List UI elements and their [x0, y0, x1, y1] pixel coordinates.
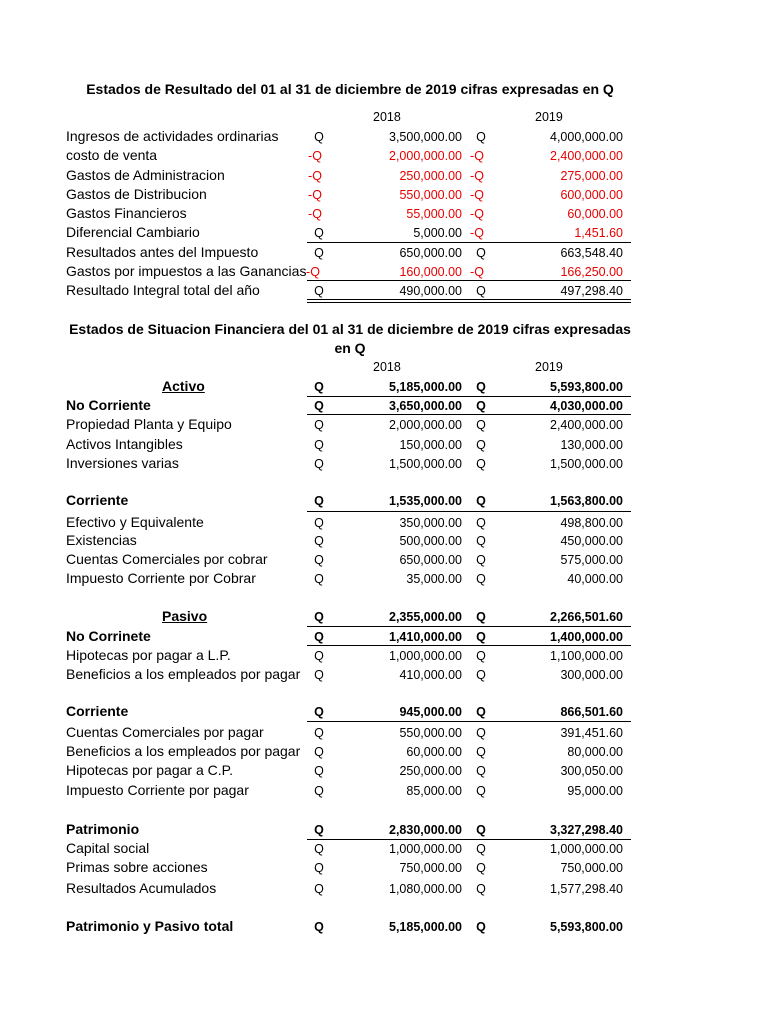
- row-label: Cuentas Comerciales por pagar: [66, 724, 264, 740]
- currency-symbol: Q: [314, 380, 324, 394]
- balance-row-pasivo-corriente: [0, 701, 768, 721]
- currency-symbol: Q: [476, 553, 486, 567]
- balance-row-resultados-acumulados: [0, 878, 768, 898]
- row-label: Efectivo y Equivalente: [66, 514, 204, 530]
- row-label: Gastos por impuestos a las Ganancias: [66, 263, 307, 279]
- currency-symbol: Q: [476, 534, 486, 548]
- currency-symbol: Q: [476, 920, 486, 934]
- value-2018: 5,000.00: [413, 226, 462, 240]
- value-2019: 60,000.00: [567, 207, 623, 221]
- value-2019: 750,000.00: [560, 861, 623, 875]
- value-2019: 1,100,000.00: [550, 649, 623, 663]
- currency-symbol: Q: [314, 284, 324, 298]
- currency-symbol: Q: [476, 572, 486, 586]
- value-2018: 2,355,000.00: [389, 610, 462, 624]
- value-2019: 1,563,800.00: [550, 494, 623, 508]
- balance-row-pasivo-no-corriente: [0, 626, 768, 646]
- currency-symbol: Q: [476, 726, 486, 740]
- value-2019: 450,000.00: [560, 534, 623, 548]
- row-label: Propiedad Planta y Equipo: [66, 416, 232, 432]
- income-year-2019: 2019: [535, 110, 563, 124]
- total-double-rule: [307, 299, 631, 300]
- balance-row-total: [0, 916, 768, 936]
- currency-symbol: -Q: [470, 149, 484, 163]
- row-label: No Corriente: [66, 397, 151, 413]
- balance-row-beneficios-lp: [0, 664, 768, 684]
- balance-row-intangibles: [0, 434, 768, 454]
- value-2018: 650,000.00: [399, 246, 462, 260]
- currency-symbol: Q: [476, 418, 486, 432]
- income-statement-title: Estados de Resultado del 01 al 31 de diciembre de 2019 cifras expresadas en Q: [86, 81, 614, 97]
- currency-symbol: Q: [476, 130, 486, 144]
- balance-row-activo-corriente: [0, 490, 768, 510]
- balance-row-no-corriente: [0, 395, 768, 415]
- value-2018: 55,000.00: [406, 207, 462, 221]
- row-label: Existencias: [66, 532, 137, 548]
- currency-symbol: -Q: [470, 226, 484, 240]
- currency-symbol: -Q: [470, 169, 484, 183]
- value-2018: 150,000.00: [399, 438, 462, 452]
- row-label: Resultados antes del Impuesto: [66, 244, 259, 260]
- balance-row-pasivo: [0, 606, 768, 626]
- income-row-ingresos: [0, 126, 768, 146]
- value-2019: 4,000,000.00: [550, 130, 623, 144]
- value-2019: 498,800.00: [560, 516, 623, 530]
- value-2019: 3,327,298.40: [550, 823, 623, 837]
- currency-symbol: -Q: [308, 169, 322, 183]
- value-2018: 1,500,000.00: [389, 457, 462, 471]
- row-label: Ingresos de actividades ordinarias: [66, 128, 279, 144]
- currency-symbol: Q: [476, 842, 486, 856]
- row-label: Corriente: [66, 703, 129, 719]
- currency-symbol: Q: [476, 861, 486, 875]
- currency-symbol: Q: [314, 399, 324, 413]
- value-2019: 40,000.00: [567, 572, 623, 586]
- balance-row-capital-social: [0, 838, 768, 858]
- balance-sheet-title: Estados de Situacion Financiera del 01 al 31 de diciembre de 2019 cifras expresadas en Q: [69, 321, 631, 356]
- row-label: Primas sobre acciones: [66, 859, 208, 875]
- currency-symbol: -Q: [306, 265, 320, 279]
- value-2018: 1,000,000.00: [389, 649, 462, 663]
- balance-year-2019: 2019: [535, 360, 563, 374]
- value-2019: 391,451.60: [560, 726, 623, 740]
- currency-symbol: Q: [476, 823, 486, 837]
- value-2018: 350,000.00: [399, 516, 462, 530]
- income-row-gastos-financieros: [0, 203, 768, 223]
- currency-symbol: Q: [314, 534, 324, 548]
- balance-row-activo: [0, 376, 768, 396]
- row-label: No Corrinete: [66, 628, 151, 644]
- currency-symbol: Q: [476, 784, 486, 798]
- row-label: Gastos de Administracion: [66, 167, 225, 183]
- income-row-gastos-distribucion: [0, 184, 768, 204]
- currency-symbol: -Q: [308, 188, 322, 202]
- income-row-resultado-integral: [0, 280, 768, 300]
- value-2019: 166,250.00: [560, 265, 623, 279]
- currency-symbol: Q: [314, 668, 324, 682]
- currency-symbol: Q: [476, 764, 486, 778]
- currency-symbol: Q: [314, 861, 324, 875]
- value-2019: 2,400,000.00: [550, 149, 623, 163]
- row-label: Hipotecas por pagar a L.P.: [66, 647, 231, 663]
- value-2018: 160,000.00: [399, 265, 462, 279]
- currency-symbol: Q: [314, 494, 324, 508]
- row-label: Hipotecas por pagar a C.P.: [66, 762, 234, 778]
- value-2019: 300,050.00: [560, 764, 623, 778]
- balance-row-hipotecas-cp: [0, 760, 768, 780]
- value-2019: 2,266,501.60: [550, 610, 623, 624]
- balance-row-cuentas-pagar: [0, 722, 768, 742]
- currency-symbol: Q: [314, 418, 324, 432]
- currency-symbol: -Q: [470, 188, 484, 202]
- value-2018: 1,410,000.00: [389, 630, 462, 644]
- currency-symbol: Q: [476, 438, 486, 452]
- currency-symbol: Q: [314, 516, 324, 530]
- currency-symbol: Q: [314, 764, 324, 778]
- value-2019: 5,593,800.00: [550, 920, 623, 934]
- currency-symbol: Q: [476, 668, 486, 682]
- currency-symbol: -Q: [470, 265, 484, 279]
- value-2019: 5,593,800.00: [550, 380, 623, 394]
- value-2018: 2,000,000.00: [389, 418, 462, 432]
- value-2018: 2,000,000.00: [389, 149, 462, 163]
- currency-symbol: Q: [314, 920, 324, 934]
- row-label: Beneficios a los empleados por pagar: [66, 743, 301, 759]
- row-label: Resultados Acumulados: [66, 880, 217, 896]
- income-row-resultado-antes-impuesto: [0, 242, 768, 262]
- currency-symbol: Q: [314, 882, 324, 896]
- value-2018: 3,650,000.00: [389, 399, 462, 413]
- value-2019: 866,501.60: [560, 705, 623, 719]
- value-2018: 945,000.00: [399, 705, 462, 719]
- balance-row-efectivo: [0, 512, 768, 532]
- row-label: Diferencial Cambiario: [66, 224, 200, 240]
- value-2018: 60,000.00: [406, 745, 462, 759]
- row-label: Activos Intangibles: [66, 436, 183, 452]
- value-2018: 250,000.00: [399, 764, 462, 778]
- value-2019: 95,000.00: [567, 784, 623, 798]
- currency-symbol: Q: [476, 494, 486, 508]
- currency-symbol: Q: [476, 516, 486, 530]
- balance-row-existencias: [0, 530, 768, 550]
- value-2019: 1,451.60: [574, 226, 623, 240]
- balance-row-hipotecas-lp: [0, 645, 768, 665]
- balance-row-beneficios-cp: [0, 741, 768, 761]
- value-2019: 663,548.40: [560, 246, 623, 260]
- currency-symbol: Q: [314, 705, 324, 719]
- value-2019: 2,400,000.00: [550, 418, 623, 432]
- row-label: Patrimonio y Pasivo total: [66, 918, 234, 934]
- section-heading: Pasivo: [162, 608, 208, 624]
- currency-symbol: Q: [314, 572, 324, 586]
- currency-symbol: Q: [476, 610, 486, 624]
- income-row-diferencial-cambiario: [0, 222, 768, 242]
- row-label: Gastos de Distribucion: [66, 186, 207, 202]
- value-2018: 250,000.00: [399, 169, 462, 183]
- balance-row-patrimonio: [0, 819, 768, 839]
- income-row-gastos-admin: [0, 165, 768, 185]
- value-2018: 490,000.00: [399, 284, 462, 298]
- value-2019: 600,000.00: [560, 188, 623, 202]
- currency-symbol: Q: [314, 630, 324, 644]
- currency-symbol: Q: [476, 649, 486, 663]
- currency-symbol: Q: [314, 130, 324, 144]
- value-2018: 550,000.00: [399, 726, 462, 740]
- row-label: Corriente: [66, 492, 129, 508]
- row-label: Capital social: [66, 840, 150, 856]
- currency-symbol: Q: [314, 457, 324, 471]
- currency-symbol: Q: [314, 823, 324, 837]
- value-2018: 2,830,000.00: [389, 823, 462, 837]
- currency-symbol: Q: [314, 226, 324, 240]
- value-2018: 410,000.00: [399, 668, 462, 682]
- currency-symbol: Q: [314, 842, 324, 856]
- balance-row-inversiones: [0, 453, 768, 473]
- row-label: Cuentas Comerciales por cobrar: [66, 551, 268, 567]
- value-2019: 275,000.00: [560, 169, 623, 183]
- balance-row-impuesto-pagar: [0, 780, 768, 800]
- value-2018: 35,000.00: [406, 572, 462, 586]
- currency-symbol: Q: [314, 553, 324, 567]
- value-2018: 5,185,000.00: [389, 380, 462, 394]
- value-2019: 4,030,000.00: [550, 399, 623, 413]
- total-double-rule: [307, 302, 631, 303]
- value-2018: 650,000.00: [399, 553, 462, 567]
- row-label: Impuesto Corriente por Cobrar: [66, 570, 256, 586]
- currency-symbol: Q: [476, 882, 486, 896]
- section-heading: Activo: [162, 378, 205, 394]
- row-label: Gastos Financieros: [66, 205, 187, 221]
- currency-symbol: -Q: [308, 149, 322, 163]
- row-label: Inversiones varias: [66, 455, 179, 471]
- value-2019: 1,000,000.00: [550, 842, 623, 856]
- currency-symbol: Q: [476, 705, 486, 719]
- value-2019: 1,400,000.00: [550, 630, 623, 644]
- currency-symbol: Q: [314, 246, 324, 260]
- value-2018: 1,000,000.00: [389, 842, 462, 856]
- balance-row-ppe: [0, 414, 768, 434]
- income-row-costo-venta: [0, 145, 768, 165]
- value-2018: 550,000.00: [399, 188, 462, 202]
- currency-symbol: Q: [314, 726, 324, 740]
- currency-symbol: Q: [476, 284, 486, 298]
- balance-year-2018: 2018: [373, 360, 401, 374]
- row-label: Impuesto Corriente por pagar: [66, 782, 249, 798]
- row-label: Patrimonio: [66, 821, 140, 837]
- currency-symbol: Q: [476, 457, 486, 471]
- currency-symbol: Q: [314, 784, 324, 798]
- value-2019: 497,298.40: [560, 284, 623, 298]
- currency-symbol: Q: [476, 745, 486, 759]
- currency-symbol: Q: [314, 438, 324, 452]
- currency-symbol: Q: [314, 649, 324, 663]
- value-2018: 1,080,000.00: [389, 882, 462, 896]
- income-row-impuestos: [0, 261, 768, 281]
- balance-row-primas: [0, 857, 768, 877]
- value-2018: 5,185,000.00: [389, 920, 462, 934]
- currency-symbol: Q: [476, 399, 486, 413]
- currency-symbol: -Q: [308, 207, 322, 221]
- row-label: costo de venta: [66, 147, 158, 163]
- value-2019: 300,000.00: [560, 668, 623, 682]
- value-2019: 575,000.00: [560, 553, 623, 567]
- value-2018: 1,535,000.00: [389, 494, 462, 508]
- value-2018: 500,000.00: [399, 534, 462, 548]
- currency-symbol: Q: [476, 380, 486, 394]
- value-2019: 130,000.00: [560, 438, 623, 452]
- currency-symbol: Q: [476, 246, 486, 260]
- row-label: Resultado Integral total del año: [66, 282, 260, 298]
- currency-symbol: Q: [476, 630, 486, 644]
- currency-symbol: -Q: [470, 207, 484, 221]
- balance-row-impuesto-cobrar: [0, 568, 768, 588]
- currency-symbol: Q: [314, 610, 324, 624]
- value-2018: 3,500,000.00: [389, 130, 462, 144]
- income-year-2018: 2018: [373, 110, 401, 124]
- value-2019: 1,500,000.00: [550, 457, 623, 471]
- value-2018: 85,000.00: [406, 784, 462, 798]
- currency-symbol: Q: [314, 745, 324, 759]
- value-2019: 80,000.00: [567, 745, 623, 759]
- row-label: Beneficios a los empleados por pagar: [66, 666, 301, 682]
- value-2019: 1,577,298.40: [550, 882, 623, 896]
- balance-row-cuentas-cobrar: [0, 549, 768, 569]
- value-2018: 750,000.00: [399, 861, 462, 875]
